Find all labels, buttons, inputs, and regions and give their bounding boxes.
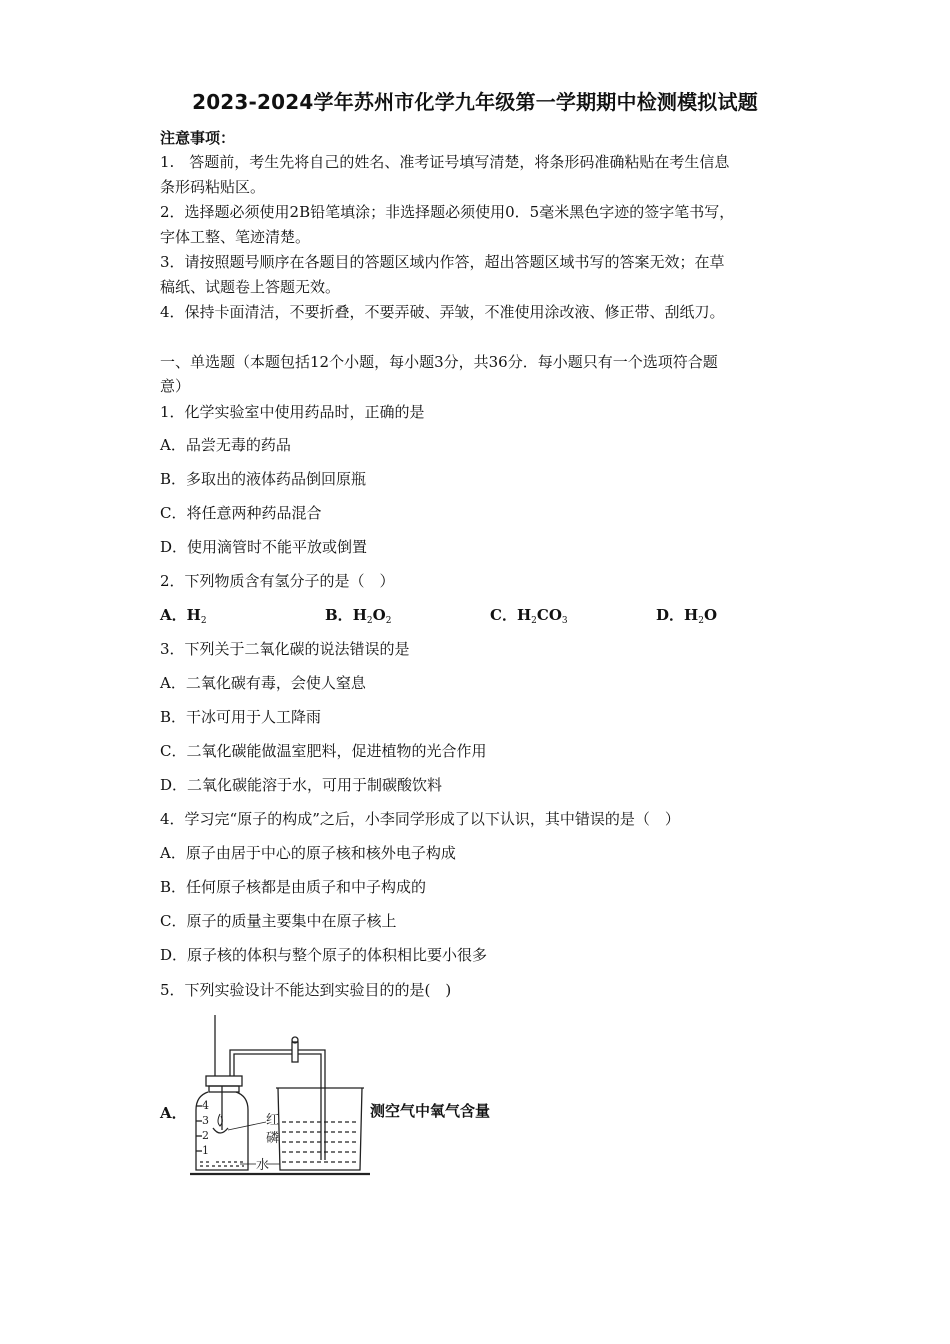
label-red: 红 <box>266 1113 280 1128</box>
scale-mark: 3 <box>202 1114 209 1127</box>
q5-option-a-caption: 测空气中氧气含量 <box>370 1102 491 1120</box>
notice-line: 2．选择题必须使用2B铅笔填涂；非选择题必须使用0．5毫米黑色字迹的签字笔书写， <box>160 203 735 221</box>
notice-line: 条形码粘贴区。 <box>160 178 266 196</box>
notice-line: 3．请按照题号顺序在各题目的答题区域内作答，超出答题区域书写的答案无效；在草 <box>160 253 725 271</box>
q3-stem: 3．下列关于二氧化碳的说法错误的是 <box>160 640 410 658</box>
section-heading: 一、单选题（本题包括12个小题，每小题3分，共36分．每小题只有一个选项符合题 <box>160 353 718 371</box>
q2-options <box>160 604 800 626</box>
oxygen-experiment-diagram <box>180 1010 380 1185</box>
scale-mark: 4 <box>202 1099 209 1112</box>
scale-mark: 1 <box>202 1144 209 1157</box>
q1-option-b: B．多取出的液体药品倒回原瓶 <box>160 470 367 488</box>
notice-line: 1. 答题前，考生先将自己的姓名、准考证号填写清楚，将条形码准确粘贴在考生信息 <box>160 153 730 171</box>
bottle-stopper <box>206 1076 242 1086</box>
q1-stem: 1．化学实验室中使用药品时，正确的是 <box>160 403 425 421</box>
q3-option-c: C．二氧化碳能做温室肥料，促进植物的光合作用 <box>160 742 487 760</box>
q2-option-a: A．$H_2$ <box>160 606 207 626</box>
q3-option-b: B．干冰可用于人工降雨 <box>160 708 322 726</box>
q1-option-c: C．将任意两种药品混合 <box>160 504 322 522</box>
q4-option-c: C．原子的质量主要集中在原子核上 <box>160 912 397 930</box>
notice-line: 稿纸、试题卷上答题无效。 <box>160 278 341 296</box>
q2-stem: 2．下列物质含有氢分子的是（ ） <box>160 572 395 590</box>
q2-option-c: C．$H_2CO_3$ <box>490 606 568 626</box>
section-heading-cont: 意） <box>160 377 191 395</box>
q4-option-a: A．原子由居于中心的原子核和核外电子构成 <box>160 844 456 862</box>
q4-stem: 4．学习完“原子的构成”之后，小李同学形成了以下认识，其中错误的是（ ） <box>160 810 680 828</box>
combustion-spoon <box>213 1128 228 1133</box>
page-title: 2023-2024学年苏州市化学九年级第一学期期中检测模拟试题 <box>192 90 758 114</box>
bottle-neck <box>209 1086 239 1092</box>
q3-option-d: D．二氧化碳能溶于水，可用于制碳酸饮料 <box>160 776 443 794</box>
q5-option-a-label: A． <box>160 1104 187 1122</box>
tube-clamp <box>292 1042 298 1062</box>
q2-option-b: B．$H_2O_2$ <box>325 606 392 626</box>
label-phosphorus: 磷 <box>266 1131 280 1146</box>
q3-option-a: A．二氧化碳有毒，会使人窒息 <box>160 674 366 692</box>
q2-option-d: D．$H_2O$ <box>656 606 718 626</box>
notice-line: 字体工整、笔迹清楚。 <box>160 228 311 246</box>
q4-option-d: D．原子核的体积与整个原子的体积相比要小很多 <box>160 946 488 964</box>
notice-heading: 注意事项： <box>160 129 236 147</box>
beaker <box>278 1088 362 1170</box>
label-water: 水 <box>256 1158 270 1173</box>
q5-stem: 5．下列实验设计不能达到实验目的的是( ) <box>160 981 452 999</box>
q1-option-a: A．品尝无毒的药品 <box>160 436 291 454</box>
q1-option-d: D．使用滴管时不能平放或倒置 <box>160 538 368 556</box>
q4-option-b: B．任何原子核都是由质子和中子构成的 <box>160 878 427 896</box>
scale-mark: 2 <box>202 1129 209 1142</box>
notice-line: 4．保持卡面清洁，不要折叠，不要弄破、弄皱，不准使用涂改液、修正带、刮纸刀。 <box>160 303 725 321</box>
